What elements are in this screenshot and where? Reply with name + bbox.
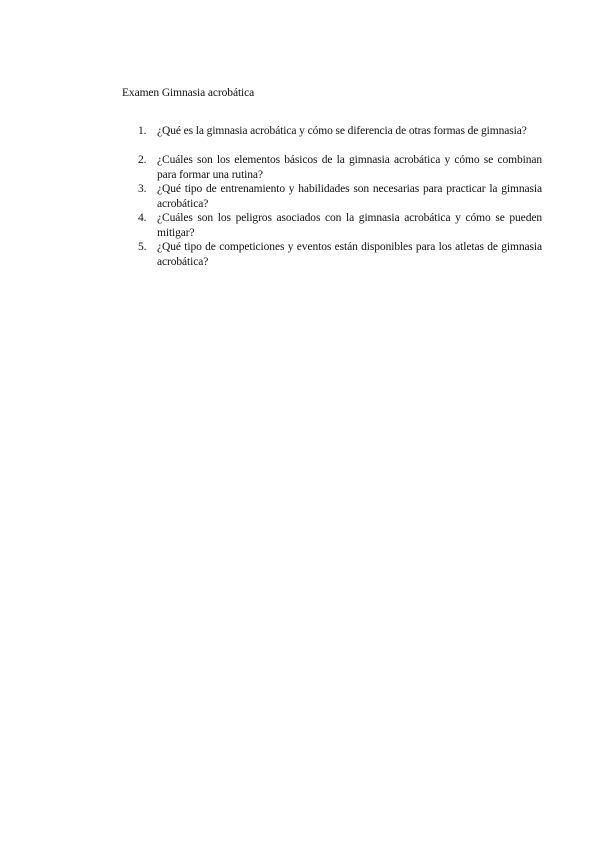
document-title: Examen Gimnasia acrobática (122, 87, 255, 99)
question-number: 5. (138, 241, 147, 253)
question-text: ¿Cuáles son los elementos básicos de la gimnasia acrobática y cómo se combinan para formar una rutina? (157, 154, 542, 181)
question-text: ¿Qué tipo de entrenamiento y habilidades son necesarias para practicar la gimnasia acrobática? (157, 183, 542, 210)
question-list (140, 124, 542, 269)
question-number: 1. (138, 125, 147, 137)
question-item (140, 240, 542, 269)
question-item (140, 182, 542, 211)
question-number: 3. (138, 183, 147, 195)
question-text: ¿Qué tipo de competiciones y eventos están disponibles para los atletas de gimnasia acrobática? (157, 241, 542, 268)
question-item (140, 153, 542, 182)
question-item (140, 211, 542, 240)
question-text: ¿Qué es la gimnasia acrobática y cómo se diferencia de otras formas de gimnasia? (157, 125, 527, 137)
question-number: 4. (138, 212, 147, 224)
question-item (140, 124, 542, 153)
question-text: ¿Cuáles son los peligros asociados con la gimnasia acrobática y cómo se pueden mitigar? (157, 212, 542, 239)
question-number: 2. (138, 154, 147, 166)
